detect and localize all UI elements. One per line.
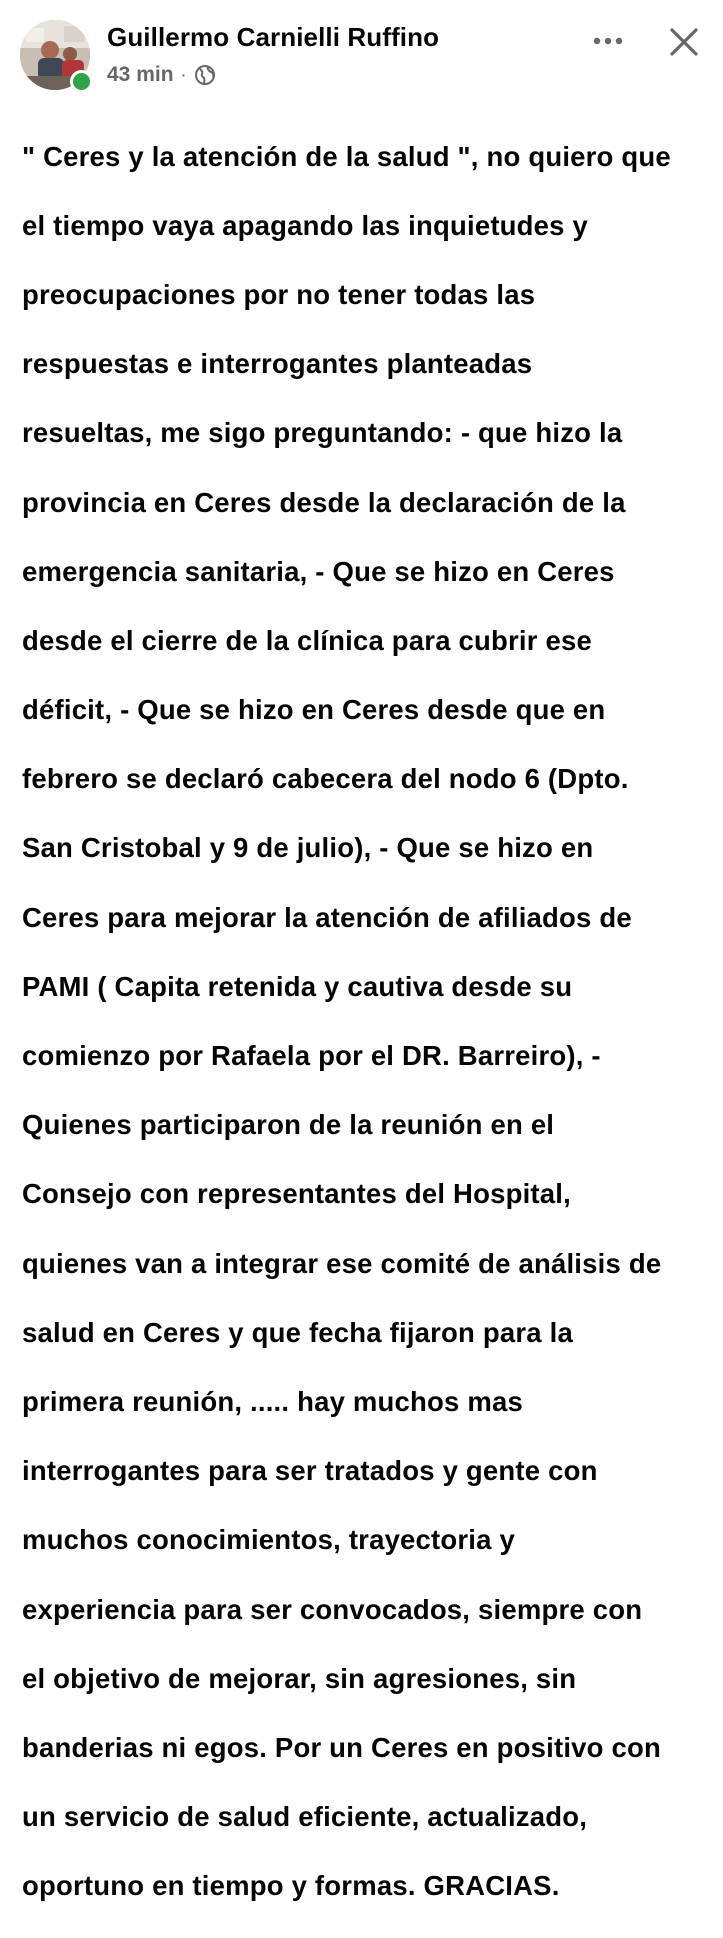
post-text-line: déficit, - Que se hizo en Ceres desde que en [22,694,606,726]
post-text-line: interrogantes para ser tratados y gente con [22,1455,598,1487]
post-text-line: el objetivo de mejorar, sin agresiones, sin [22,1662,577,1694]
post-meta [107,62,216,88]
post-text-line: provincia en Ceres desde la declaración de la [22,486,626,518]
author-name[interactable]: Guillermo Carnielli Ruffino [107,22,440,52]
post-text-line: el tiempo vaya apagando las inquietudes y [22,209,589,241]
post-text-line: PAMI ( Capita retenida y cautiva desde su [22,970,573,1002]
post-text-line: un servicio de salud eficiente, actualizado, [22,1801,588,1833]
more-options-icon[interactable] [588,26,628,56]
post-text-line: febrero se declaró cabecera del nodo 6 (Dpto. [22,763,629,795]
post-text-line: Ceres para mejorar la atención de afiliados de [22,901,632,933]
post-text-line: comienzo por Rafaela por el DR. Barreiro), - [22,1040,601,1072]
post-text-line: Consejo con representantes del Hospital, [22,1178,571,1210]
post-text-line: desde el cierre de la clínica para cubrir ese [22,624,592,656]
post-text-line: San Cristobal y 9 de julio), - Que se hizo en [22,832,594,864]
post-text-line: oportuno en tiempo y formas. GRACIAS. [22,1870,560,1902]
post-body-text [22,105,712,1938]
post-text-line: emergencia sanitaria, - Que se hizo en Ceres [22,555,615,587]
post-text-line: salud en Ceres y que fecha fijaron para la [22,1316,573,1348]
close-icon[interactable] [666,24,702,60]
post-text-line: Quienes participaron de la reunión en el [22,1109,555,1141]
post-timestamp[interactable]: 43 min [107,63,174,86]
post-text-line: primera reunión, ..... hay muchos mas [22,1385,524,1417]
post-text-line: resueltas, me sigo preguntando: - que hizo la [22,417,623,449]
author-avatar[interactable] [20,20,92,92]
post-text-line: respuestas e interrogantes planteadas [22,348,533,380]
post-text-line: experiencia para ser convocados, siempre con [22,1593,643,1625]
meta-separator: · [181,67,187,83]
post-text-line: banderias ni egos. Por un Ceres en positivo con [22,1731,661,1763]
post-text-line: " Ceres y la atención de la salud ", no quiero que [22,140,671,172]
post-text-line: muchos conocimientos, trayectoria y [22,1524,515,1556]
post-text-line: quienes van a integrar ese comité de análisis de [22,1247,662,1279]
globe-icon[interactable] [194,64,216,86]
online-status-dot [70,70,93,93]
post-text-line: preocupaciones por no tener todas las [22,278,536,310]
post-header [0,0,723,100]
